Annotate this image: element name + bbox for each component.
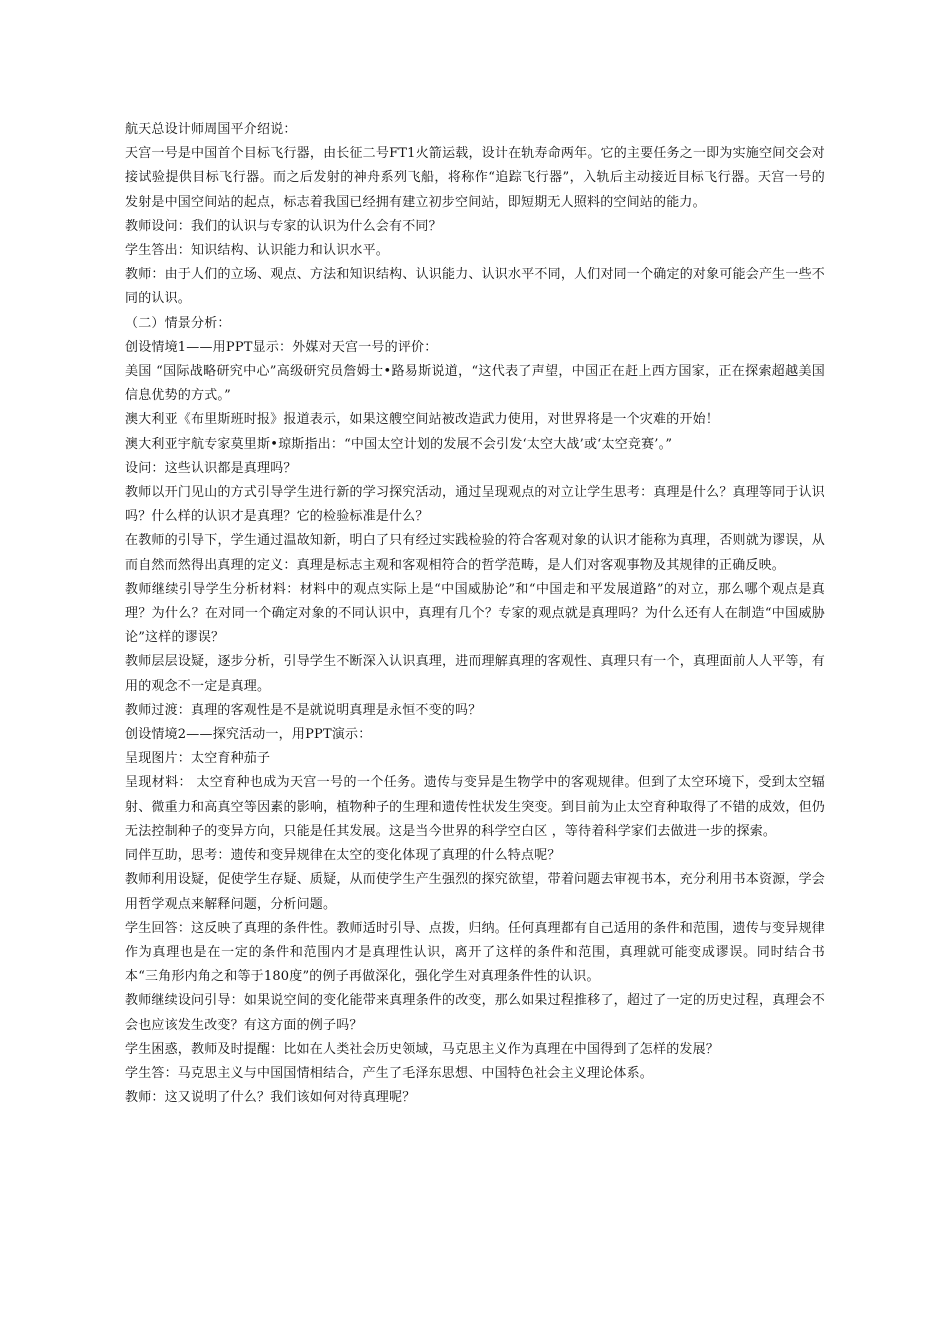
teacher-inquiry-paragraph: 教师利用设疑，促使学生存疑、质疑，从而使学生产生强烈的探究欲望，带着问题去审视书本，充分利用书本资源，学会用哲学观点来解释问题，分析问题。 bbox=[125, 872, 825, 912]
conditionality-paragraph: 学生回答：这反映了真理的条件性。教师适时引导、点拨，归纳。任何真理都有自己适用的条件和范围，遗传与变异规律作为真理也是在一定的条件和范围内才是真理性认识，离开了这样的条件和范围，真理就可能变成谬误。同时结合书本“三角形内角之和等于180度”的例子再做深化，强化学生对真理条件性的认识。 bbox=[125, 920, 825, 985]
material-analysis-paragraph: 教师继续引导学生分析材料：材料中的观点实际上是“中国威胁论”和“中国走和平发展道路”的对立，那么哪个观点是真理？为什么？在对同一个确定对象的不同认识中，真理有几个？专家的观点就是真理吗？为什么还有人在制造“中国威胁论”这样的谬误？ bbox=[125, 581, 825, 646]
tiangong-description-paragraph: 天宫一号是中国首个目标飞行器，由长征二号FT1火箭运载，设计在轨寿命两年。它的主要任务之一即为实施空间交会对接试验提供目标飞行器。而之后发射的神舟系列飞船，将称作“追踪飞行器”，入轨后主动接近目标飞行器。天宫一号的发射是中国空间站的起点，标志着我国已经拥有建立初步空间站，即短期无人照料的空间站的能力。 bbox=[125, 146, 825, 210]
space-breeding-material-paragraph: 呈现材料： 太空育种也成为天宫一号的一个任务。遗传与变异是生物学中的客观规律。但到了太空环境下，受到太空辐射、微重力和高真空等因素的影响，植物种子的生理和遗传性状发生突变。到目前为止太空育种取得了不错的成效，但仍无法控制种子的变异方向，只能是任其发展。这是当今世界的科学空白区 ，等待着科学家们去做进一步的探索。 bbox=[125, 775, 825, 839]
teacher-question: 教师设问：我们的认识与专家的认识为什么会有不同？ bbox=[125, 218, 442, 234]
australia-expert-comment: 澳大利亚宇航专家莫里斯•琼斯指出：“中国太空计划的发展不会引发‘太空大战’或‘太空竞赛’。” bbox=[125, 436, 673, 452]
teacher-followup-question: 教师继续设问引导：如果说空间的变化能带来真理条件的改变，那么如果过程推移了，超过了一定的历史过程，真理会不会也应该发生改变？有这方面的例子吗？ bbox=[125, 993, 825, 1033]
scenario-2-heading: 创设情境2——探究活动一，用PPT演示： bbox=[125, 727, 372, 743]
student-confusion-paragraph: 学生困惑，教师及时提醒：比如在人类社会历史领域，马克思主义作为真理在中国得到了怎样的发展？ bbox=[125, 1041, 720, 1057]
teacher-transition: 教师过渡：真理的客观性是不是就说明真理是永恒不变的吗？ bbox=[125, 702, 482, 718]
step-by-step-paragraph: 教师层层设疑，逐步分析，引导学生不断深入认识真理，进而理解真理的客观性、真理只有一个，真理面前人人平等，有用的观念不一定是真理。 bbox=[125, 654, 825, 694]
peer-question-line: 同伴互助，思考：遗传和变异规律在太空的变化体现了真理的什么特点呢？ bbox=[125, 848, 561, 864]
truth-definition-paragraph: 在教师的引导下，学生通过温故知新，明白了只有经过实践检验的符合客观对象的认识才能称为真理，否则就为谬误，从而自然而然得出真理的定义：真理是标志主观和客观相符合的哲学范畴，是人们对客观事物及其规律的正确反映。 bbox=[125, 533, 825, 573]
image-presentation-line: 呈现图片：太空育种茄子 bbox=[125, 751, 271, 767]
document-body bbox=[125, 118, 825, 1110]
intro-line: 航天总设计师周国平介绍说： bbox=[125, 122, 297, 137]
teacher-closing-question: 教师：这又说明了什么？我们该如何对待真理呢？ bbox=[125, 1090, 416, 1106]
student-marxism-answer: 学生答：马克思主义与中国国情相结合，产生了毛泽东思想、中国特色社会主义理论体系。 bbox=[125, 1065, 654, 1081]
us-comment-paragraph: 美国 “国际战略研究中心”高级研究员詹姆士•路易斯说道，“这代表了声望，中国正在赶上西方国家，正在探索超越美国信息优势的方式。” bbox=[125, 364, 825, 404]
teacher-guidance-paragraph: 教师以开门见山的方式引导学生进行新的学习探究活动，通过呈现观点的对立让学生思考：真理是什么？真理等同于认识吗？什么样的认识才是真理？它的检验标准是什么？ bbox=[125, 485, 825, 525]
student-answer: 学生答出：知识结构、认识能力和认识水平。 bbox=[125, 243, 390, 259]
section-heading: （二）情景分析： bbox=[125, 315, 231, 331]
teacher-explanation: 教师：由于人们的立场、观点、方法和知识结构、认识能力、认识水平不同，人们对同一个确定的对象可能会产生一些不同的认识。 bbox=[125, 267, 825, 307]
scenario-1-heading: 创设情境1——用PPT显示：外媒对天宫一号的评价： bbox=[125, 339, 438, 355]
australia-times-comment: 澳大利亚《布里斯班时报》报道表示，如果这艘空间站被改造武力使用，对世界将是一个灾难的开始！ bbox=[125, 412, 720, 428]
question-line: 设问：这些认识都是真理吗？ bbox=[125, 460, 297, 476]
